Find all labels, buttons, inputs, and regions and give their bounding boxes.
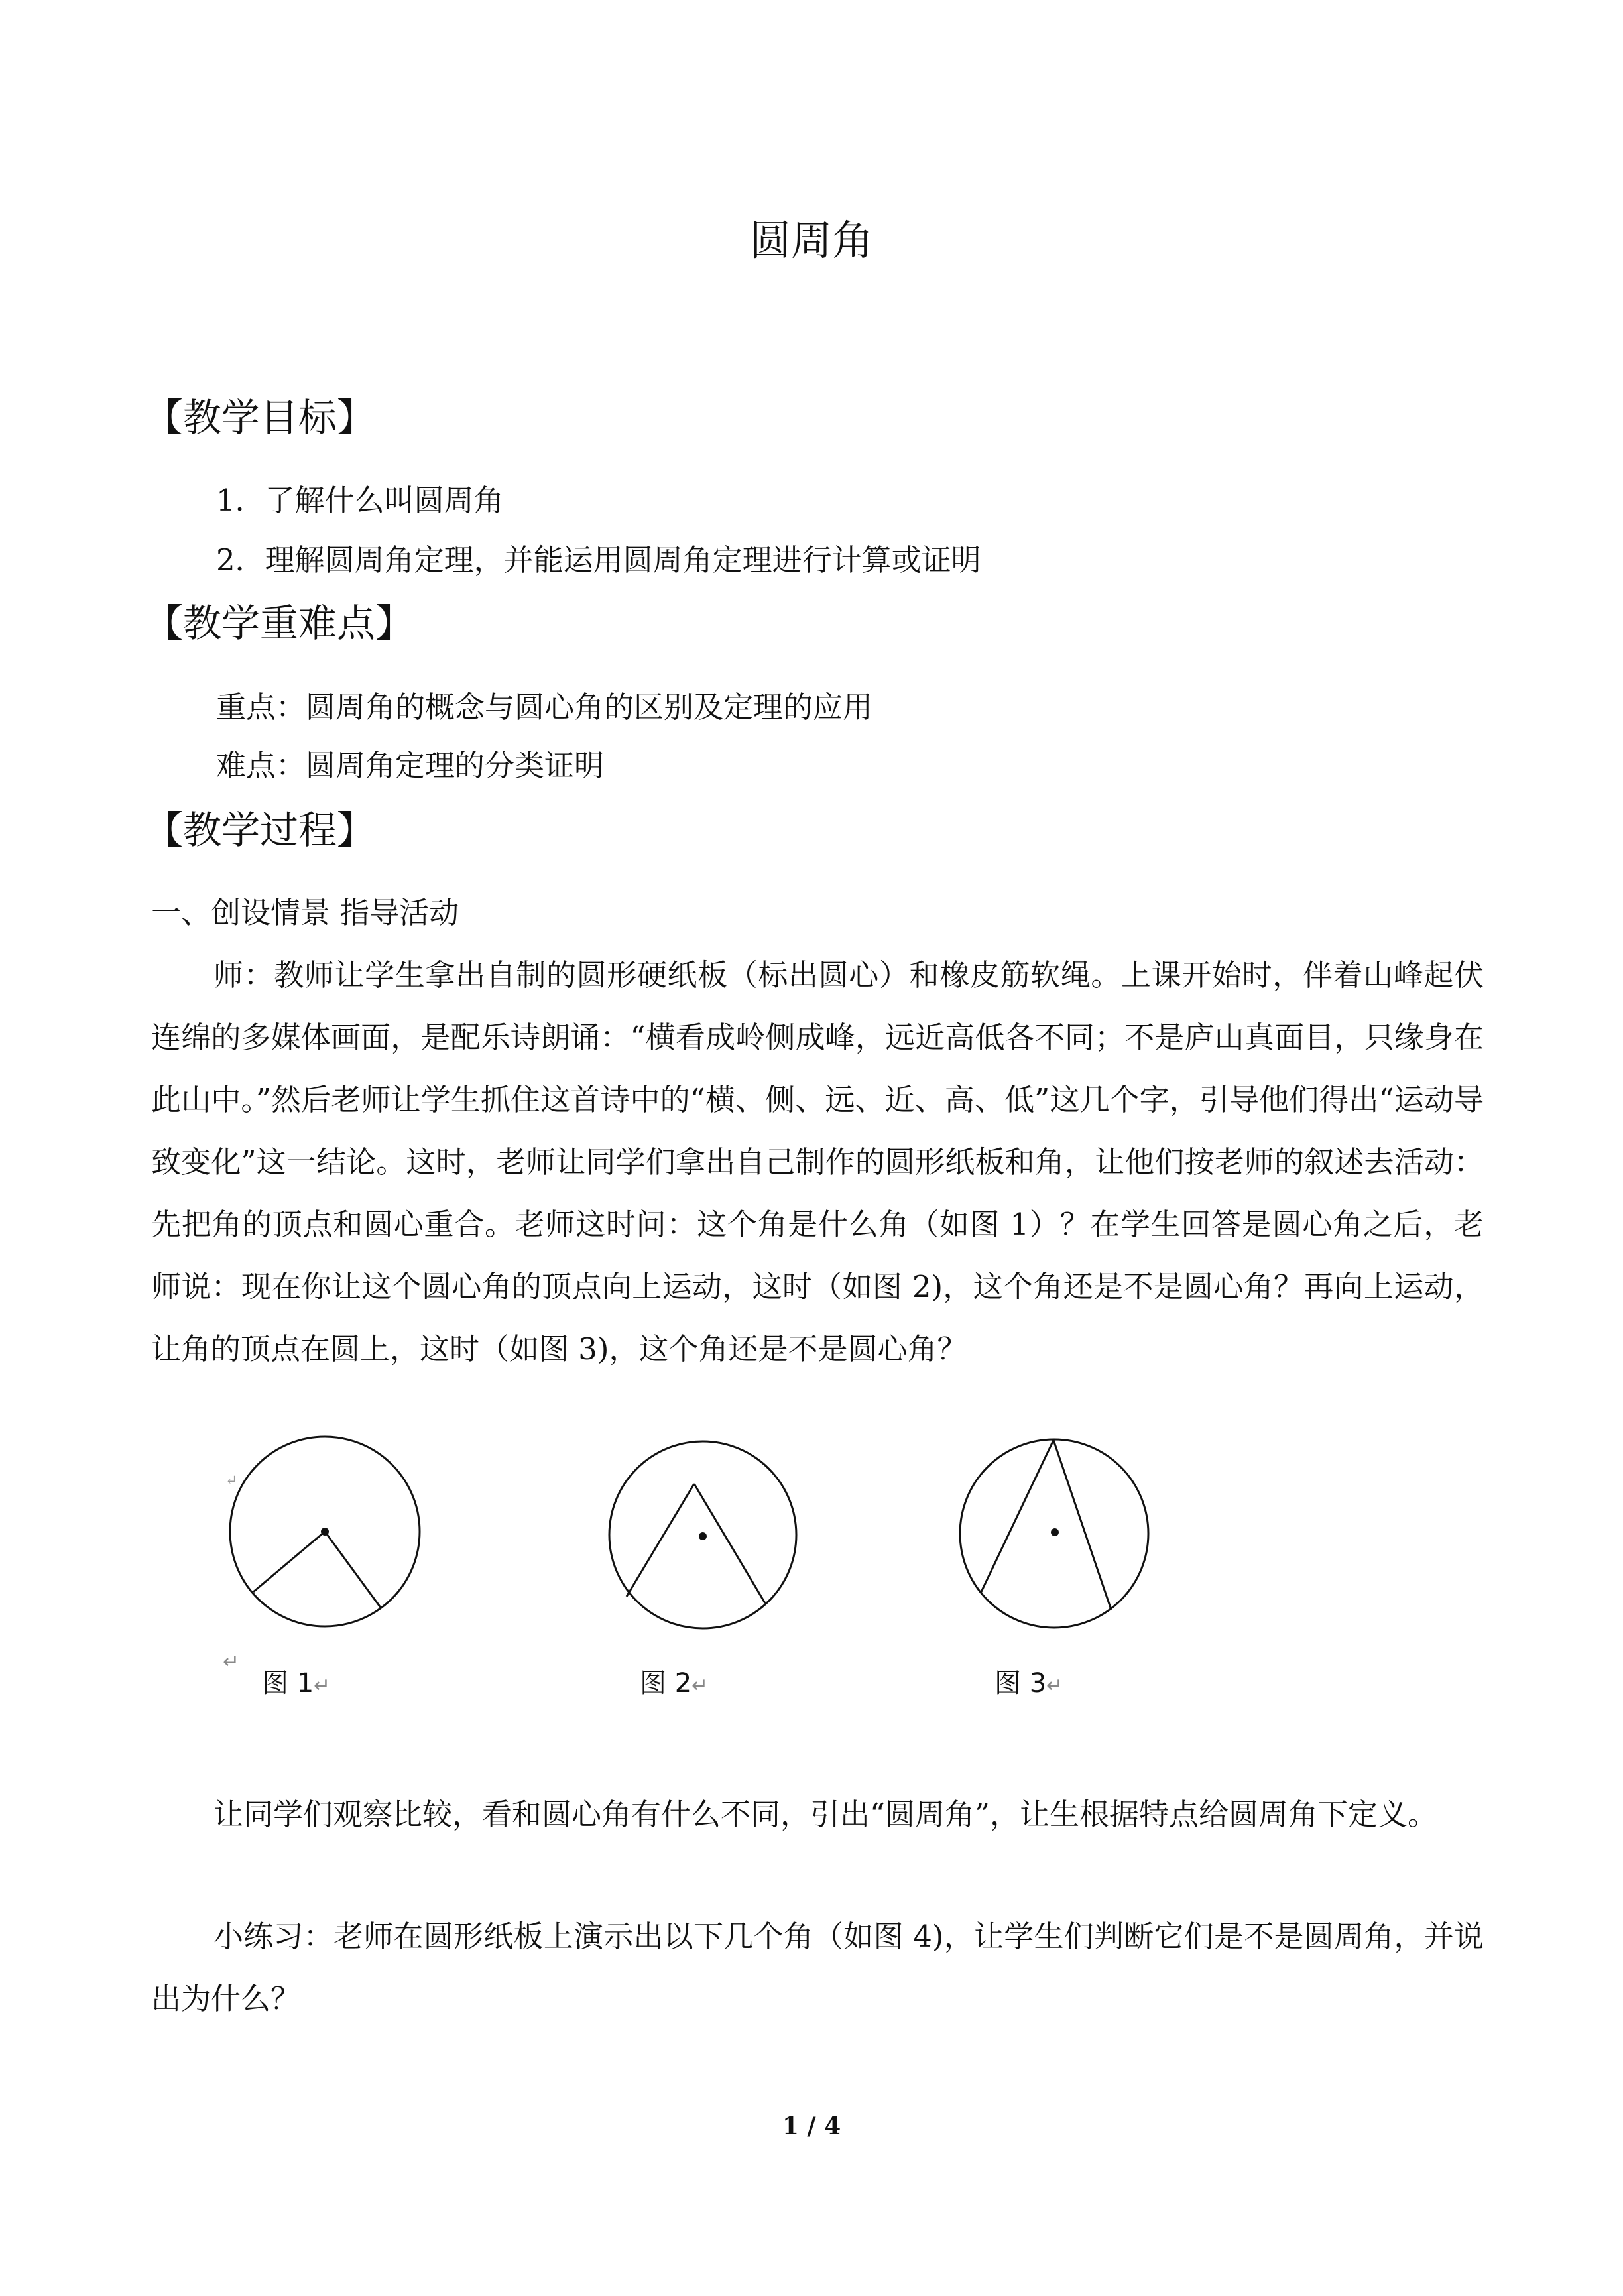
figure-2-caption: 图 2↵ — [640, 1668, 709, 1699]
process-subheading: 一、创设情景 指导活动 — [151, 895, 459, 930]
process-paragraph-3: 小练习：老师在圆形纸板上演示出以下几个角（如图 4)，让学生们判断它们是不是圆周角，并说出为什么？ — [151, 1919, 1484, 2016]
objective-item-1: 1．了解什么叫圆周角 — [216, 483, 504, 518]
process-paragraph-1: 师：教师让学生拿出自制的圆形硬纸板（标出圆心）和橡皮筋软绳。上课开始时，伴着山峰起伏连绵的多媒体画面，是配乐诗朗诵：“横看成岭侧成峰，远近高低各不同；不是庐山真面目，只缘身在此山中。”然后老师让学生抓住这首诗中的“横、侧、远、近、高、低”这几个字，引导他们得出“运动导致变化”这一结论。这时，老师让同学们拿出自己制作的圆形纸板和角，让他们按老师的叙述去活动：先把角的顶点和圆心重合。老师这时问：这个角是什么角（如图 1）？在学生回答是圆心角之后，老师说：现在你让这个圆心角的顶点向上运动，这时（如图 2)，这个角还是不是圆心角？再向上运动，让角的顶点在圆上，这时（如图 3)，这个角还是不是圆心角？ — [151, 957, 1484, 1366]
figure-2-ray-left — [627, 1484, 694, 1597]
figure-2-ray-right — [694, 1484, 765, 1603]
figure-1-caption: 图 1↵ — [262, 1668, 331, 1699]
figure-1-center-point — [321, 1528, 329, 1536]
figure-1-ray-left — [253, 1532, 325, 1592]
figure-3-caption: 图 3↵ — [994, 1668, 1063, 1699]
section-heading-process: 【教学过程】 — [145, 808, 376, 853]
figure-2-center-point — [699, 1532, 707, 1540]
page-number: 1 / 4 — [782, 2112, 841, 2140]
page-title: 圆周角 — [749, 216, 873, 265]
keypoint-item-1: 重点：圆周角的概念与圆心角的区别及定理的应用 — [216, 690, 873, 725]
figure-1-central-angle — [219, 1432, 444, 1631]
figure-1-mark: ↵ — [225, 1473, 238, 1489]
figure-3-chord-right — [1053, 1440, 1111, 1610]
figure-1-return-mark: ↵ — [223, 1650, 240, 1673]
objective-item-2: 2．理解圆周角定理，并能运用圆周角定理进行计算或证明 — [216, 542, 981, 577]
figure-3-center-point — [1051, 1528, 1059, 1536]
section-heading-objectives: 【教学目标】 — [145, 395, 376, 440]
section-heading-keypoints: 【教学重难点】 — [145, 601, 414, 646]
figure-2-raised-vertex-angle — [600, 1439, 806, 1631]
figure-1-ray-right — [325, 1532, 381, 1608]
process-paragraph-2: 让同学们观察比较，看和圆心角有什么不同，引出“圆周角”，让生根据特点给圆周角下定义。 — [213, 1797, 1438, 1832]
keypoint-item-2: 难点：圆周角定理的分类证明 — [216, 748, 605, 783]
figure-3-inscribed-angle — [955, 1435, 1154, 1631]
